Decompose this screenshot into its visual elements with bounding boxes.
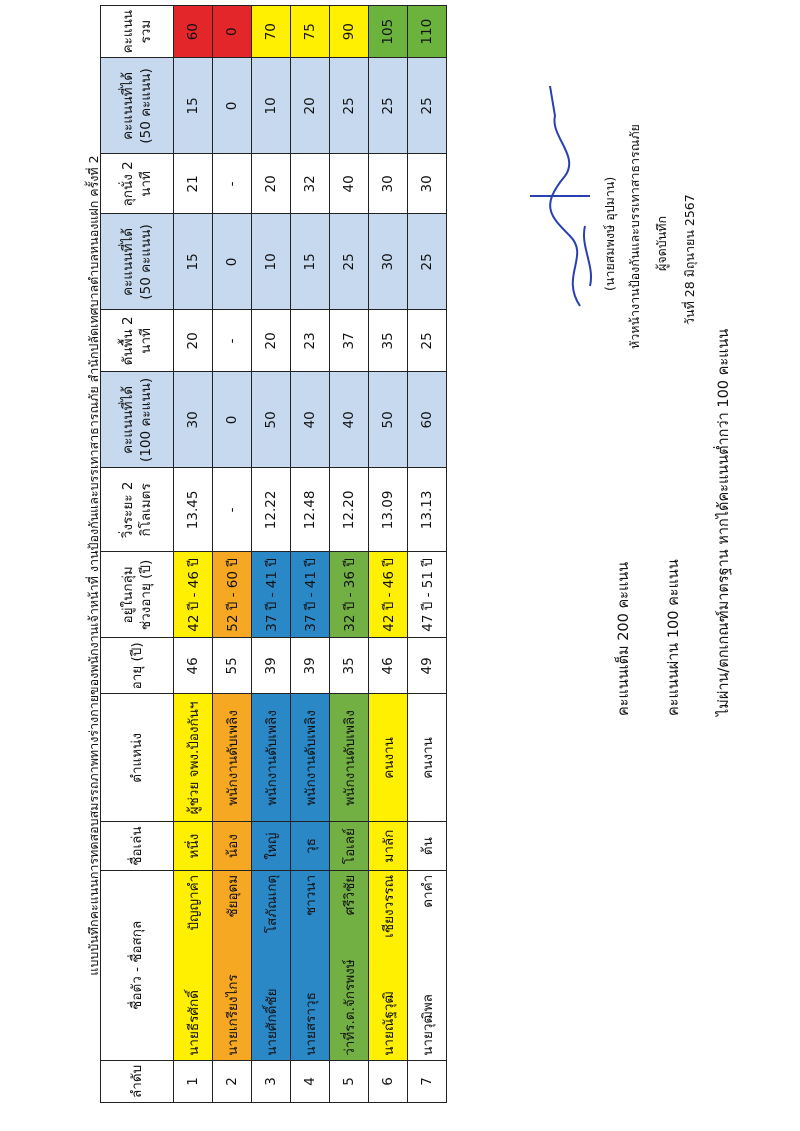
cell-age: 46 bbox=[369, 638, 408, 694]
signer-position: หัวหน้างานป้องกันและบรรเทาสาธารณภัย bbox=[627, 124, 642, 349]
cell-situp-score: 10 bbox=[252, 58, 291, 154]
last-name: ชาวนา bbox=[303, 874, 319, 916]
cell-nickname: โอเลย์ bbox=[330, 822, 369, 870]
cell-age-group: 37 ปี - 41 ปี bbox=[291, 552, 330, 638]
cell-situp: 21 bbox=[174, 154, 213, 214]
cell-run-score: 50 bbox=[369, 372, 408, 468]
table-row bbox=[408, 5, 447, 1102]
header-age-group: อยู่ในกลุ่มช่วงอายุ (ปี) bbox=[101, 552, 174, 638]
cell-age-group: 42 ปี - 46 ปี bbox=[174, 552, 213, 638]
cell-age: 49 bbox=[408, 638, 447, 694]
cell-run: 12.20 bbox=[330, 468, 369, 552]
cell-no: 5 bbox=[330, 1060, 369, 1102]
cell-age-group: 37 ปี - 41 ปี bbox=[252, 552, 291, 638]
cell-run-score: 0 bbox=[213, 372, 252, 468]
cell-name bbox=[174, 870, 213, 1060]
cell-name bbox=[330, 870, 369, 1060]
cell-pushup-score: 0 bbox=[213, 214, 252, 310]
cell-nickname: มาลัก bbox=[369, 822, 408, 870]
cell-age: 35 bbox=[330, 638, 369, 694]
cell-total: 110 bbox=[408, 5, 447, 57]
first-name: นายธีรศักดิ์ bbox=[186, 990, 202, 1056]
cell-situp: - bbox=[213, 154, 252, 214]
document-title: แบบบันทึกคะแนนการทดสอบสมรรถภาพทางร่างกายของพนักงานเจ้าหน้าที่ งานป้องกันและบรรเทาสาธารณภัย สำนักปลัดเทศบาลตำบลหนองแฝก ครั้งที่ 2 bbox=[86, 155, 101, 976]
cell-run-score: 60 bbox=[408, 372, 447, 468]
cell-pushup: 20 bbox=[252, 310, 291, 372]
cell-situp-score: 25 bbox=[408, 58, 447, 154]
last-name: ศรีวิชัย bbox=[342, 874, 358, 916]
cell-name bbox=[369, 870, 408, 1060]
cell-name bbox=[213, 870, 252, 1060]
header-pushup-score: คะแนนที่ได้ (50 คะแนน) bbox=[101, 214, 174, 310]
cell-no: 3 bbox=[252, 1060, 291, 1102]
cell-age: 55 bbox=[213, 638, 252, 694]
cell-position: คนงาน bbox=[369, 694, 408, 822]
cell-run: 13.13 bbox=[408, 468, 447, 552]
cell-total: 90 bbox=[330, 5, 369, 57]
cell-total: 75 bbox=[291, 5, 330, 57]
cell-situp: 30 bbox=[369, 154, 408, 214]
cell-age: 39 bbox=[291, 638, 330, 694]
header-name: ชื่อตัว - ชื่อสกุล bbox=[101, 870, 174, 1060]
cell-run-score: 50 bbox=[252, 372, 291, 468]
cell-situp: 32 bbox=[291, 154, 330, 214]
cell-run: 13.45 bbox=[174, 468, 213, 552]
cell-total: 105 bbox=[369, 5, 408, 57]
cell-age-group: 42 ปี - 46 ปี bbox=[369, 552, 408, 638]
table-row bbox=[213, 5, 252, 1102]
cell-situp-score: 25 bbox=[330, 58, 369, 154]
header-position: ตำแหน่ง bbox=[101, 694, 174, 822]
cell-situp: 30 bbox=[408, 154, 447, 214]
cell-position: ผู้ช่วย จพง.ป้องกันฯ bbox=[174, 694, 213, 822]
cell-position: พนักงานดับเพลิง bbox=[291, 694, 330, 822]
cell-no: 4 bbox=[291, 1060, 330, 1102]
cell-age: 46 bbox=[174, 638, 213, 694]
cell-position: พนักงานดับเพลิง bbox=[252, 694, 291, 822]
cell-total: 60 bbox=[174, 5, 213, 57]
cell-no: 1 bbox=[174, 1060, 213, 1102]
cell-nickname: ใหญ่ bbox=[252, 822, 291, 870]
first-name: นายเกรียงไกร bbox=[225, 974, 241, 1056]
cell-situp-score: 25 bbox=[369, 58, 408, 154]
cell-pushup: 35 bbox=[369, 310, 408, 372]
cell-run-score: 30 bbox=[174, 372, 213, 468]
cell-pushup: 20 bbox=[174, 310, 213, 372]
header-situp-score: คะแนนที่ได้ (50 คะแนน) bbox=[101, 58, 174, 154]
cell-nickname: น้อง bbox=[213, 822, 252, 870]
cell-pushup-score: 15 bbox=[291, 214, 330, 310]
signer-name: (นายสมพงษ์ อุปมาน) bbox=[602, 176, 617, 291]
table-row bbox=[291, 5, 330, 1102]
header-situp: ลุกนั่ง 2 นาที bbox=[101, 154, 174, 214]
first-name: นายวุฒิพล bbox=[420, 994, 436, 1056]
last-name: เชียงวรรณ bbox=[381, 874, 397, 938]
cell-run: - bbox=[213, 468, 252, 552]
cell-position: พนักงานดับเพลิง bbox=[213, 694, 252, 822]
table-header-row bbox=[101, 5, 174, 1102]
cell-total: 70 bbox=[252, 5, 291, 57]
cell-run: 12.22 bbox=[252, 468, 291, 552]
cell-situp: 20 bbox=[252, 154, 291, 214]
table-row bbox=[252, 5, 291, 1102]
cell-situp: 40 bbox=[330, 154, 369, 214]
cell-run: 13.09 bbox=[369, 468, 408, 552]
cell-nickname: หนึ่ง bbox=[174, 822, 213, 870]
cell-age-group: 32 ปี - 36 ปี bbox=[330, 552, 369, 638]
cell-no: 6 bbox=[369, 1060, 408, 1102]
fail-rule-note: ไม่ผ่าน/ตกเกณฑ์มาตรฐาน หากได้คะแนนต่ำกว่า 100 คะแนน bbox=[716, 328, 732, 716]
cell-pushup: 37 bbox=[330, 310, 369, 372]
header-age: อายุ (ปี) bbox=[101, 638, 174, 694]
cell-age-group: 52 ปี - 60 ปี bbox=[213, 552, 252, 638]
cell-position: พนักงานดับเพลิง bbox=[330, 694, 369, 822]
cell-situp-score: 15 bbox=[174, 58, 213, 154]
table-row bbox=[174, 5, 213, 1102]
cell-run: 12.48 bbox=[291, 468, 330, 552]
first-name: นายณัฐวุฒิ bbox=[381, 991, 397, 1056]
first-name: ว่าที่ร.ต.จักรพงษ์ bbox=[342, 959, 358, 1056]
last-name: ชัยอุดม bbox=[225, 874, 241, 918]
cell-pushup-score: 30 bbox=[369, 214, 408, 310]
cell-pushup: - bbox=[213, 310, 252, 372]
cell-age-group: 47 ปี - 51 ปี bbox=[408, 552, 447, 638]
cell-nickname: ต้น bbox=[408, 822, 447, 870]
pass-score-note: คะแนนผ่าน 100 คะแนน bbox=[666, 559, 682, 716]
header-run: วิ่งระยะ 2 กิโลเมตร bbox=[101, 468, 174, 552]
signer-role: ผู้จดบันทึก bbox=[654, 215, 669, 271]
cell-no: 7 bbox=[408, 1060, 447, 1102]
header-nickname: ชื่อเล่น bbox=[101, 822, 174, 870]
cell-situp-score: 0 bbox=[213, 58, 252, 154]
cell-pushup-score: 25 bbox=[408, 214, 447, 310]
cell-pushup: 25 bbox=[408, 310, 447, 372]
cell-pushup: 23 bbox=[291, 310, 330, 372]
first-name: นายศักดิ์ชัย bbox=[264, 988, 280, 1056]
table-row bbox=[369, 5, 408, 1102]
sign-date: วันที่ 28 มิถุนายน 2567 bbox=[682, 194, 697, 325]
header-run-score: คะแนนที่ได้ (100 คะแนน) bbox=[101, 372, 174, 468]
cell-nickname: วุธ bbox=[291, 822, 330, 870]
cell-no: 2 bbox=[213, 1060, 252, 1102]
signature-drawing bbox=[520, 76, 610, 346]
cell-name bbox=[291, 870, 330, 1060]
cell-age: 39 bbox=[252, 638, 291, 694]
table-row bbox=[330, 5, 369, 1102]
cell-run-score: 40 bbox=[330, 372, 369, 468]
last-name: โสภัณเกตุ bbox=[264, 874, 280, 934]
cell-situp-score: 20 bbox=[291, 58, 330, 154]
cell-run-score: 40 bbox=[291, 372, 330, 468]
last-name: ดาคำ bbox=[420, 874, 436, 908]
cell-pushup-score: 10 bbox=[252, 214, 291, 310]
full-score-note: คะแนนเต็ม 200 คะแนน bbox=[616, 561, 632, 716]
last-name: ปัญญาคำ bbox=[186, 874, 202, 931]
cell-name bbox=[408, 870, 447, 1060]
header-total: คะแนนรวม bbox=[101, 5, 174, 57]
header-pushup: ดันพื้น 2 นาที bbox=[101, 310, 174, 372]
header-no: ลำดับ bbox=[101, 1060, 174, 1102]
cell-pushup-score: 15 bbox=[174, 214, 213, 310]
first-name: นายสราวุธ bbox=[303, 992, 319, 1056]
cell-name bbox=[252, 870, 291, 1060]
cell-pushup-score: 25 bbox=[330, 214, 369, 310]
cell-position: คนงาน bbox=[408, 694, 447, 822]
score-table bbox=[100, 5, 447, 1103]
cell-total: 0 bbox=[213, 5, 252, 57]
